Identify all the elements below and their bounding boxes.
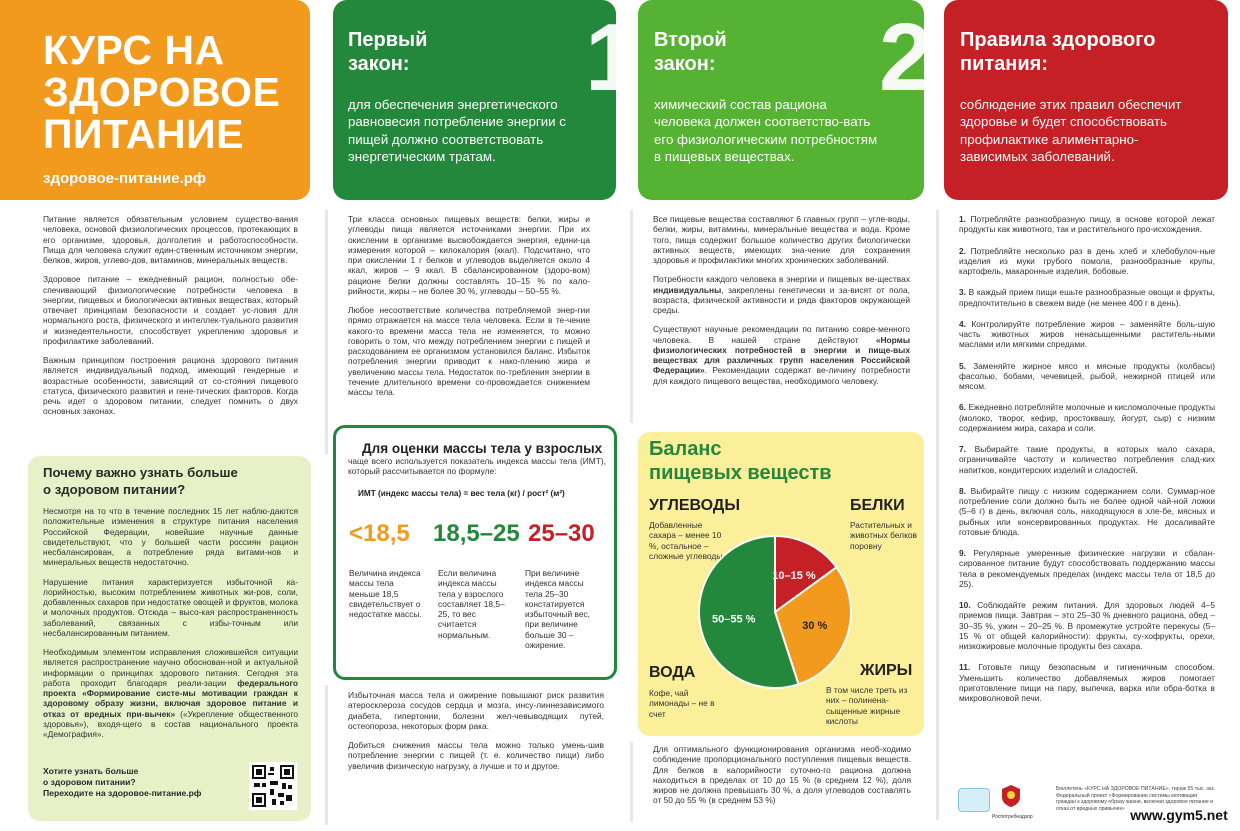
rule-item: [959, 361, 1215, 392]
protein-label: БЕЛКИ: [850, 497, 905, 514]
law2-title: Второй закон:: [654, 29, 727, 75]
why-cta[interactable]: Хотите узнать больше о здоровом питании? Переходите на здоровое-питание.рф: [43, 766, 202, 799]
rule-number: 10.: [959, 600, 971, 610]
rule-text: Готовьте пищу безопасным и гигиеничным способом. Уменьшить количество добавляемых жиров помогает приготовление пищи на пару, выпечка, варка или обра-ботка в микроволновой печи.: [959, 662, 1215, 703]
bmi-value-normal: 18,5–25: [433, 520, 520, 547]
rule-number: 2.: [959, 245, 966, 256]
rule-item: [959, 287, 1215, 308]
footer-logo-icon: [1000, 784, 1022, 808]
balance-card: [638, 432, 924, 736]
rule-text: Соблюдайте режим питания. Для здоровых людей 4–5 приемов пищи. Завтрак – это 25–30 % дневного рациона, обед – 30–35 %, ужин – 20–25 %. В промежутке устройте перекусы (5–15 % от общей калорийности): фрукты, су-хофрукты, орехи, низкожировые молочные продукты без сахара.: [959, 600, 1215, 651]
proportion-text: Для оптимального функционирования организма необ-ходимо соблюдение пропорционального поступления пищевых веществ. Для белков в калорийности суточно-го рациона должна находиться в пределах от 10 до 15 % (в среднем 12 %), доля жиров не должна превышать 30 %, а доля углеводов составлять от 50 до 55 % (в среднем 53 %): [653, 744, 911, 806]
why-title: Почему важно узнать больше о здоровом питании?: [43, 465, 238, 497]
law1-number: 1: [585, 4, 639, 111]
protein-desc: Растительных и животных белков поровну: [850, 520, 917, 551]
rule-number: 3.: [959, 287, 966, 298]
fat-label: ЖИРЫ: [860, 662, 913, 679]
rule-text: Заменяйте жирное мясо и мясные продукты (колбасы) фасолью, бобами, чечевицей, рыбой, нежирной птицей или мясом.: [959, 360, 1215, 391]
footer-logo-icon: [958, 788, 990, 812]
rule-item: [959, 444, 1215, 475]
bmi-value-over: 25–30: [528, 520, 595, 547]
rule-item: [959, 548, 1215, 589]
intro-text: Питание является обязательным условием существо-вания человека, основой физиологических процессов, протекающих в его организме, здоровья, долголетия и работоспособности. Пища для человека служит един-ственным источником энергии, белков, жиров, углево-дов, витаминов, минеральных веществ. Здоровое питание – ежедневный рацион, полностью обе-спечивающий физиологические потребности человека в энергии, пищевых и биологически активных веществах, который отвечает принципам безопасности и создает ус-ловия для нормального роста, физического и интеллек-туального развития и жизнедеятельности, способствует укреплению здоровья и профилактике заболеваний. Важным принципом построения рациона здорового питания является индивидуальный подход, имеющий гендерные и возрастные особенности, зависящий от со-стояния пищевого статуса, физического развития и гене-тических факторов. Когда речь идет о здоровом питании, следует помнить о двух основных законах.: [43, 214, 298, 417]
bmi-desc-under: Величина индекса массы тела меньше 18,5 свидетельствует о недостатке массы.: [349, 568, 422, 619]
why-card: [28, 456, 311, 821]
rule-item: [959, 402, 1215, 433]
rule-number: 7.: [959, 444, 966, 454]
footer-logo-text: Роспотребнадзор: [992, 814, 1033, 820]
rule-item: [959, 214, 1215, 235]
law2-text: химический состав рациона человека должен соответство-вать его физиологическим потребностям в пищевых веществах.: [654, 97, 878, 164]
bmi-value-under: <18,5: [349, 520, 410, 547]
law2-number: 2: [879, 4, 933, 111]
bmi-subtitle: чаще всего используется показатель индекса массы тела (ИМТ), который рассчитывается по формуле:: [348, 456, 606, 477]
rule-number: 9.: [959, 548, 966, 558]
law1-title: Первый закон:: [348, 29, 428, 75]
pie-label-Белки: 10–15 %: [772, 569, 816, 582]
rule-item: [959, 246, 1215, 277]
rule-text: Контролируйте потребление жиров – заменяйте боль-шую часть животных жиров ненасыщенными раститель-ными маслами или мягкими спредами.: [959, 318, 1216, 350]
carbs-desc: Добавленные сахара – менее 10 %, остальное – сложные углеводы: [649, 520, 723, 561]
law1-text: для обеспечения энергетического равновесия потребление энергии с пищей должно соответствовать энергетическим тратам.: [348, 97, 566, 164]
site-link[interactable]: здоровое-питание.рф: [43, 170, 207, 187]
balance-title: Баланс пищевых веществ: [649, 438, 832, 484]
rule-number: 4.: [959, 318, 966, 329]
rules-title: Правила здорового питания:: [960, 29, 1156, 75]
divider: [630, 742, 633, 822]
rule-number: 1.: [959, 214, 966, 224]
law1-card: [333, 0, 639, 200]
water-desc: Кофе, чай лимонады – не в счет: [649, 688, 715, 719]
why-text: Несмотря на то что в течение последних 15 лет наблю-даются положительные изменения в структуре питания населения Российской Федерации, новейшие научные данные свидетельствуют, что у большей части россиян рацион несбалансирован, а потребление ряда витами-нов и минеральных веществ недостаточно. Нарушение питания характеризуется избыточной ка-лорийностью, высоким потреблением животных жи-ров, соли, добавленных сахаров при недостатке овощей и фруктов, молока и молочных продуктов. Отсюда – высо-кая распространенность заболеваний, связанных с избы-точным или несбалансированным питанием. Необходимым элементом исправления сложившейся ситуации является распространение научно обоснован-ной и актуальной информации о принципах здорового питания. Сегодня эта работа проходит благодаря реали-зации федерального проекта «Формирование систе-мы мотивации граждан к здоровому образу жизни, включая здоровое питание и отказ от вредных при-вычек» («Укрепление общественного здоровья»), входя-щего в состав национального проекта «Демография».: [43, 506, 298, 739]
rules-text: соблюдение этих правил обеспечит здоровье и будет способствовать профилактике алиментарно-зависимых заболеваний.: [960, 97, 1182, 164]
rule-text: Потребляйте несколько раз в день хлеб и хлебобулоч-ные изделия из муки грубого помола, разнообразные крупы, картофель, макаронные изделия, бобовые.: [959, 245, 1216, 276]
divider: [325, 685, 328, 825]
qr-code-icon[interactable]: [249, 762, 297, 810]
rule-text: Потребляйте разнообразную пищу, в основе которой лежат продукты как животного, так и растительного про-исхождения.: [959, 214, 1215, 235]
rule-item: [959, 600, 1215, 651]
rule-number: 5.: [959, 360, 966, 371]
bmi-box: [333, 425, 617, 680]
footer-credit: Бюллетень «КУРС НА ЗДОРОВОЕ ПИТАНИЕ», тираж 55 тыс. экз. Федеральный проект «Формирование системы мотивации граждан к здоровому образу жизни, включая здоровое питание и отказ от вредных привычек»: [1056, 786, 1216, 812]
rules-card: [944, 0, 1228, 200]
divider: [936, 210, 939, 820]
nutrients-text: Все пищевые вещества составляют 6 главных групп – угле-воды, белки, жиры, витамины, минеральные вещества и вода. Кроме того, пища содержит большое количество других биологически активных веществ, имеющих зна-чение для сохранения здоровья и профилактики многих хронических заболеваний. Потребности каждого человека в энергии и пищевых ве-ществах индивидуальны, закреплены генетически и за-висят от пола, возраста, физической активности и ряда факторов окружающей среды. Существуют научные рекомендации по питанию совре-менного человека. В нашей стране действуют «Нормы физиологических потребностей в энергии и пище-вых веществах для различных групп населения Российской Федерации». Рекомендации содержат ве-личину потребности для каждого пищевого вещества, необходимого человеку.: [653, 214, 910, 386]
rules-list: [959, 214, 1215, 714]
obesity-text: Избыточная масса тела и ожирение повышают риск развития атеросклероза сосудов сердца и мозга, инсу-линнезависимого диабета, гипертонии, болезни жел-чевыводящих путей, остеопороза, некоторых форм рака. Добиться снижения массы тела можно только умень-шив потребление энергии с пищей (т. е. количество пищи) либо увеличив физическую нагрузку, а лучше и то и другое.: [348, 690, 604, 771]
watermark: www.gym5.net: [1125, 805, 1233, 825]
page-title: КУРС НА ЗДОРОВОЕ ПИТАНИЕ: [43, 27, 281, 157]
nutrient-pie-chart: [695, 532, 855, 692]
rule-text: Выбирайте такие продукты, в которых мало сахара, ограничивайте частоту и количество потребления слад-ких напитков, кондитерских изделий и сладостей.: [959, 444, 1215, 475]
bmi-desc-over: При величине индекса массы тела 25–30 констатируется избыточный вес, при величине больше 30 – ожирение.: [525, 568, 590, 650]
bmi-title: Для оценки массы тела у взрослых: [362, 441, 603, 456]
divider: [630, 210, 633, 423]
carbs-label: УГЛЕВОДЫ: [649, 497, 740, 514]
rule-number: 8.: [959, 485, 966, 496]
divider: [325, 210, 328, 454]
bmi-desc-normal: Если величина индекса массы тела у взрослого составляет 18,5–25, то вес считается нормальным.: [438, 568, 505, 640]
water-label: ВОДА: [649, 664, 696, 681]
law2-card: [638, 0, 933, 200]
rule-text: Ежедневно потребляйте молочные и кисломолочные продукты (молоко, творог, кефир, простоквашу, йогурт, сыр) с низким содержанием жира, сахара и соли.: [959, 402, 1216, 433]
rule-text: Выбирайте пищу с низким содержанием соли. Суммар-ное потребление соли должно быть не более одной чай-ной ложки (5–6 г) в день, включая соль, находящуюся в хле-бе, мясных и рыбных или консервированных продуктах. Не досаливайте готовые блюда.: [959, 485, 1215, 537]
rule-text: В каждый прием пищи ешьте разнообразные овощи и фрукты, предпочтительно в свежем виде (не менее 400 г в день).: [959, 287, 1216, 308]
energy-text: Три класса основных пищевых веществ: белки, жиры и углеводы пища является источниками энергии. При их окислении в организме высвобождается энергия, едини-ца измерения которой – килокалория (ккал). Подсчитано, что при окислении 1 г белков и углеводов выделяется около 4 ккал, жиров – 9 ккал. В сбалансированном (здоро-вом) рационе белки должны составлять 10–15 % по кало-рийности, жиры – не более 30 %, углеводы – 50–55 %. Любое несоответствие количества потребляемой энер-гии прямо отражается на массе тела человека. Если в те-чение какого-то времени масса тела не изменяется, то можно говорить о том, что между потреблением энергии с пищей и расходованием ее организмом установился баланс. Избыток потребления энергии приводит к нако-плению жира и увеличению массы тела. Недостаток по-требления энергии в течение длительного времени со-провождается снижением массы тела.: [348, 214, 590, 397]
rule-text: Регулярные умеренные физические нагрузки и сбалан-сированное питание будут способствовать поддержанию массы тела в рекомендуемых пределах (индекс массы тела от 18,5 до 25).: [959, 548, 1216, 589]
title-card: [0, 0, 310, 200]
rule-number: 6.: [959, 402, 966, 413]
rule-number: 11.: [959, 662, 971, 673]
bmi-formula: ИМТ (индекс массы тела) = вес тела (кг) / рост² (м²): [358, 489, 565, 498]
rule-item: [959, 319, 1215, 350]
rule-item: [959, 486, 1215, 537]
fat-desc: В том числе треть из них – полинена-сыщенные жирные кислоты: [826, 685, 908, 726]
rule-item: [959, 662, 1215, 703]
pie-label-Жиры: 30 %: [802, 619, 828, 632]
pie-label-Углеводы: 50–55 %: [711, 613, 756, 626]
